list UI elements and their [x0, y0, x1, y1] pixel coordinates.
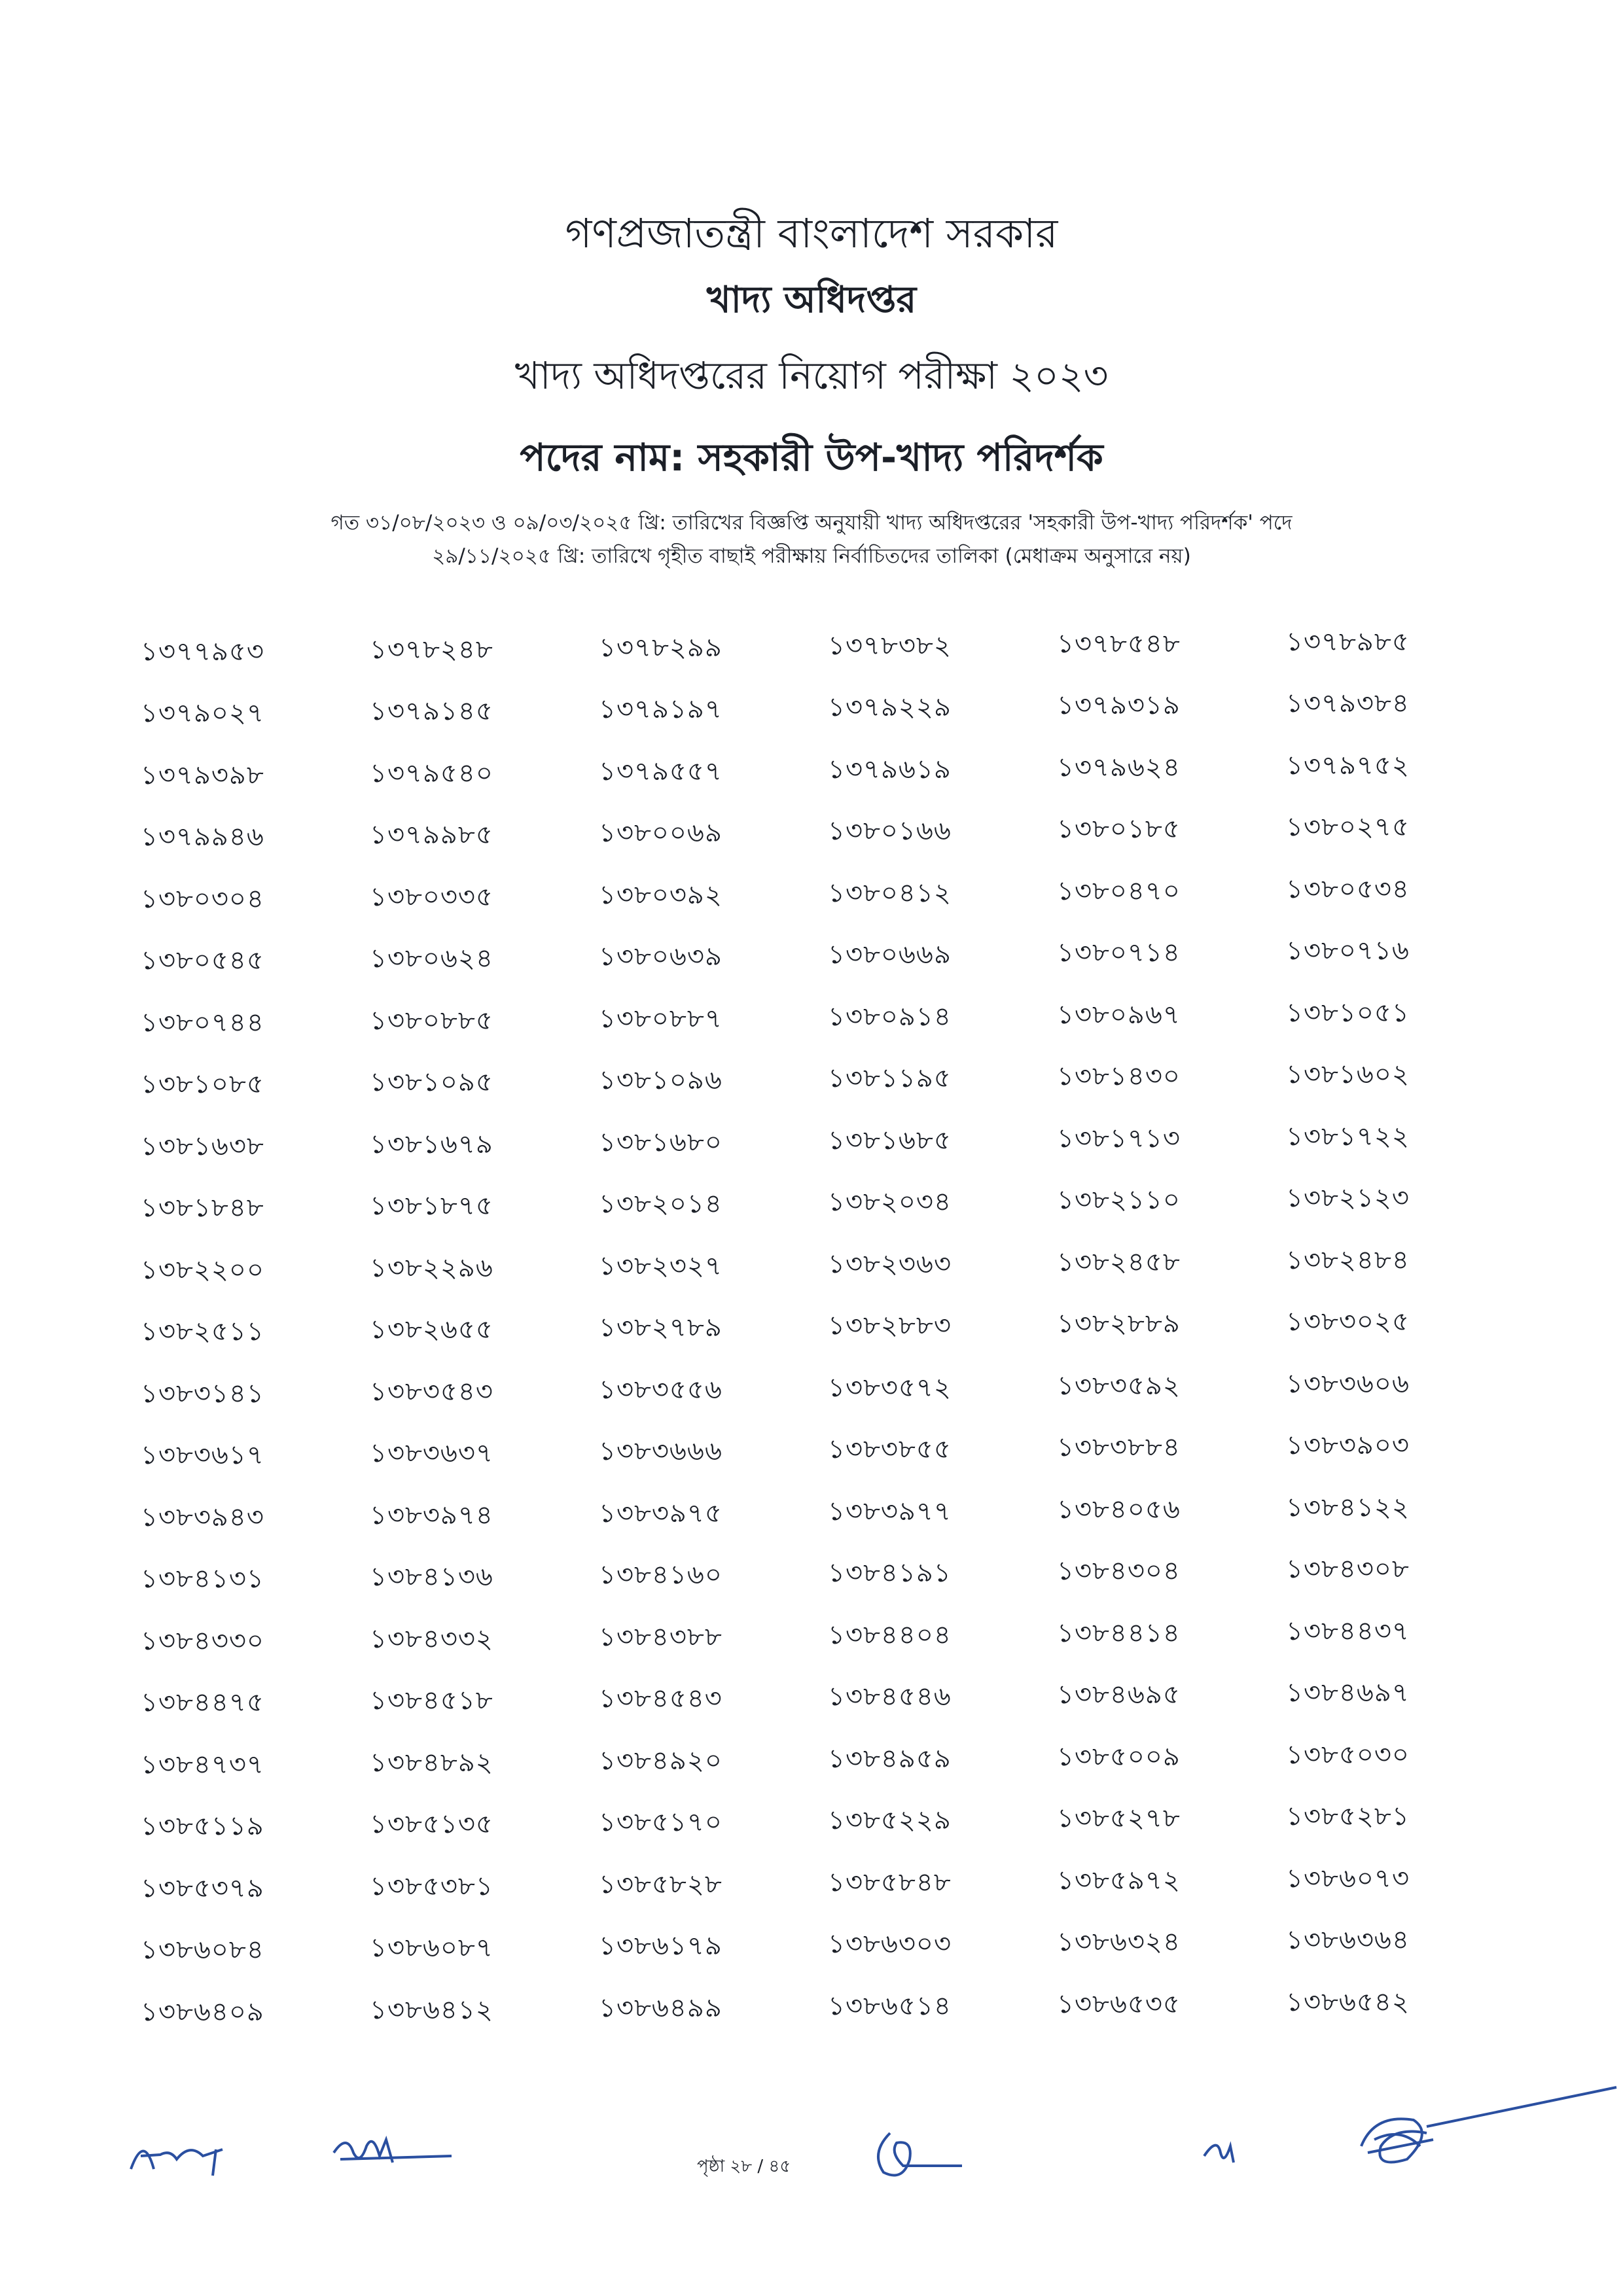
signature-1: [124, 2130, 255, 2182]
roll-number-cell: ১৩৭৯৫৫৭: [599, 756, 722, 786]
table-row: [141, 1426, 1515, 1488]
roll-number-cell: ১৩৮৪৫৪৩: [599, 1684, 722, 1714]
roll-number-cell: ১৩৭৯৭৫২: [1286, 750, 1410, 781]
roll-number-cell: ১৩৭৯০২৭: [141, 698, 264, 729]
roll-number-cell: ১৩৮৫০৩০: [1286, 1739, 1410, 1770]
roll-number-cell: ১৩৮৫৩৭৯: [141, 1873, 264, 1903]
roll-number-cell: ১৩৮৩৯৭৫: [599, 1498, 722, 1528]
roll-number-cell: ১৩৮১৮৪৮: [141, 1193, 264, 1224]
roll-number-cell: ১৩৭৯৯৮৫: [370, 820, 493, 851]
signature-2: [321, 2127, 471, 2179]
roll-number-cell: ১৩৮১৬৩৮: [141, 1131, 264, 1161]
table-row: [141, 1178, 1515, 1241]
roll-number-cell: ১৩৮৩৯৭৪: [370, 1500, 493, 1530]
roll-number-cell: ১৩৮৬৩০৩: [828, 1929, 952, 1960]
table-row: [141, 1982, 1515, 2044]
roll-number-cell: ১৩৮৬৪১২: [370, 1994, 493, 2025]
roll-number-cell: ১৩৮২৬৫৫: [370, 1315, 493, 1345]
roll-number-cell: ১৩৮০৩০৪: [141, 883, 264, 914]
roll-number-cell: ১৩৮৩৬৬৬: [599, 1436, 722, 1467]
signature-5: [1335, 2081, 1623, 2179]
roll-number-cell: ১৩৮৪০৫৬: [1057, 1494, 1181, 1525]
roll-number-cell: ১৩৮৫৯৭২: [1057, 1865, 1181, 1896]
roll-number-cell: ১৩৮৬৪০৯: [141, 1996, 264, 2027]
table-row: [141, 1920, 1515, 1983]
roll-number-cell: ১৩৮৩৯০৩: [1286, 1430, 1410, 1461]
table-row: [141, 807, 1515, 870]
roll-number-cell: ১৩৮৬৩২৪: [1057, 1927, 1181, 1958]
roll-number-cell: ১৩৮২১১০: [1057, 1185, 1181, 1216]
roll-number-cell: ১৩৮৩০২৫: [1286, 1307, 1410, 1337]
roll-number-cell: ১৩৮৫২২৯: [828, 1805, 952, 1836]
roll-number-cell: ১৩৮২৪৮৪: [1286, 1245, 1410, 1275]
roll-number-cell: ১৩৮৫০০৯: [1057, 1741, 1181, 1772]
roll-number-cell: ১৩৮০১৮৫: [1057, 814, 1181, 845]
signature-3: [864, 2120, 969, 2185]
roll-number-cell: ১৩৮৩৫৫৬: [599, 1374, 722, 1405]
roll-number-cell: ১৩৮৫১৭০: [599, 1807, 722, 1838]
roll-number-cell: ১৩৮৪৪৩৭: [1286, 1616, 1410, 1646]
table-row: [141, 1302, 1515, 1364]
table-row: [141, 1116, 1515, 1178]
roll-number-cell: ১৩৮৪৮৯২: [370, 1747, 493, 1778]
roll-number-cell: ১৩৮৬০৭৩: [1286, 1863, 1410, 1894]
roll-number-cell: ১৩৮০৭১৪: [1057, 938, 1181, 968]
roll-number-cell: ১৩৮১০৯৬: [599, 1065, 722, 1096]
roll-number-cell: ১৩৭৯৩১৯: [1057, 690, 1181, 721]
roll-number-cell: ১৩৮৫২৮১: [1286, 1801, 1410, 1832]
roll-number-cell: ১৩৮০৪৭০: [1057, 875, 1181, 906]
roll-number-cell: ১৩৮২৩৬৩: [828, 1248, 952, 1279]
roll-number-cell: ১৩৮৩৫৪৩: [370, 1376, 493, 1407]
exam-title: খাদ্য অধিদপ্তরের নিয়োগ পরীক্ষা ২০২৩: [514, 353, 1109, 398]
roll-number-cell: ১৩৮২০১৪: [599, 1189, 722, 1220]
roll-number-cell: ১৩৮৪৪৭৫: [141, 1687, 264, 1718]
roll-number-cell: ১৩৮৩৫৯২: [1057, 1370, 1181, 1401]
roll-number-cell: ১৩৮৬০৮৪: [141, 1935, 264, 1966]
roll-number-cell: ১৩৮১৮৭৫: [370, 1191, 493, 1222]
roll-number-cell: ১৩৮০৭৪৪: [141, 1007, 264, 1038]
roll-number-cell: ১৩৮৪৯৫৯: [828, 1743, 952, 1774]
roll-number-cell: ১৩৮৬৪৯৯: [599, 1992, 722, 2023]
roll-number-cell: ১৩৮১৬০২: [1286, 1059, 1410, 1090]
roll-number-cell: ১৩৮৩৬৩৭: [370, 1438, 493, 1469]
post-name: পদের নাম: সহকারী উপ-খাদ্য পরিদর্শক: [520, 435, 1103, 480]
table-row: [141, 1240, 1515, 1302]
roll-number-cell: ১৩৭৯১৯৭: [599, 694, 722, 725]
roll-number-cell: ১৩৮৪১৩৬: [370, 1562, 493, 1593]
roll-number-cell: ১৩৮২২৯৬: [370, 1252, 493, 1283]
roll-number-cell: ১৩৭৯৬২৪: [1057, 752, 1181, 783]
table-row: [141, 1735, 1515, 1797]
roll-number-cell: ১৩৮০৪১২: [828, 877, 952, 908]
roll-number-cell: ১৩৮৪৫১৮: [370, 1686, 493, 1716]
roll-number-cell: ১৩৮১৬৭৯: [370, 1129, 493, 1159]
roll-number-cell: ১৩৮৩১৪১: [141, 1378, 264, 1409]
roll-number-cell: ১৩৮০৮৮৫: [370, 1005, 493, 1036]
roll-number-cell: ১৩৭৮২৯৯: [599, 632, 722, 663]
roll-number-cell: ১৩৮০৮৮৭: [599, 1003, 722, 1034]
roll-number-cell: ১৩৮০৯৬৭: [1057, 999, 1181, 1030]
roll-number-cell: ১৩৮২১২৩: [1286, 1183, 1410, 1214]
roll-number-cell: ১৩৮০৩৯২: [599, 879, 722, 910]
roll-number-cell: ১৩৮৬৫১৪: [828, 1990, 952, 2021]
table-row: [141, 1055, 1515, 1117]
roll-number-cell: ১৩৮৪৩০৪: [1057, 1556, 1181, 1587]
roll-number-cell: ১৩৮১৭১৩: [1057, 1123, 1181, 1154]
roll-number-cell: ১৩৮৪১৬০: [599, 1560, 722, 1591]
roll-number-cell: ১৩৮২৭৮৯: [599, 1313, 722, 1343]
roll-number-table: [141, 622, 1515, 2044]
roll-number-cell: ১৩৮৫৮৪৮: [828, 1867, 952, 1898]
roll-number-cell: ১৩৮০১৬৬: [828, 816, 952, 847]
roll-number-cell: ১৩৮০২৭৫: [1286, 812, 1410, 843]
roll-number-cell: ১৩৮৩৬১৭: [141, 1440, 264, 1471]
roll-number-cell: ১৩৮২৩২৭: [599, 1250, 722, 1281]
roll-number-cell: ১৩৭৮৩৮২: [828, 630, 952, 661]
roll-number-cell: ১৩৮৪৩৮৮: [599, 1621, 722, 1652]
roll-number-cell: ১৩৮৩৫৭২: [828, 1372, 952, 1403]
roll-number-cell: ১৩৮৫১১৯: [141, 1811, 264, 1842]
signature-4: [1198, 2130, 1250, 2176]
roll-number-cell: ১৩৭৮২৪৮: [370, 634, 493, 665]
table-row: [141, 622, 1515, 684]
roll-number-cell: ১৩৭৯৫৪০: [370, 758, 493, 788]
table-row: [141, 1611, 1515, 1673]
roll-number-cell: ১৩৮০৫৪৫: [141, 945, 264, 976]
roll-number-cell: ১৩৮৩৮৮৪: [1057, 1432, 1181, 1463]
roll-number-cell: ১৩৮২২০০: [141, 1254, 264, 1285]
roll-number-cell: ১৩৮০৬৩৯: [599, 942, 722, 972]
roll-number-cell: ১৩৮৬৫৪২: [1286, 1987, 1410, 2017]
roll-number-cell: ১৩৮৪১৯১: [828, 1558, 952, 1589]
roll-number-cell: ১৩৮৪৫৪৬: [828, 1682, 952, 1712]
government-title: গণপ্রজাতন্ত্রী বাংলাদেশ সরকার: [565, 209, 1058, 257]
roll-number-cell: ১৩৭৮৫৪৮: [1057, 628, 1181, 659]
roll-number-cell: ১৩৮৬১৭৯: [599, 1931, 722, 1962]
roll-number-cell: ১৩৮৫২৭৮: [1057, 1803, 1181, 1834]
roll-number-cell: ১৩৭৯৩৮৪: [1286, 688, 1410, 719]
table-row: [141, 1858, 1515, 1920]
roll-number-cell: ১৩৭৯২২৯: [828, 692, 952, 723]
roll-number-cell: ১৩৮০৬৬৯: [828, 940, 952, 970]
roll-number-cell: ১৩৮১৬৮৫: [828, 1125, 952, 1156]
roll-number-cell: ১৩৭৭৯৫৩: [141, 636, 264, 667]
table-row: [141, 993, 1515, 1055]
table-row: [141, 1797, 1515, 1859]
roll-number-cell: ১৩৮৪১৩১: [141, 1564, 264, 1595]
roll-number-cell: ১৩৮১০৯৫: [370, 1067, 493, 1098]
table-row: [141, 869, 1515, 931]
roll-number-cell: ১৩৮১০৫১: [1286, 997, 1410, 1028]
roll-number-cell: ১৩৮১৭২২: [1286, 1121, 1410, 1152]
roll-number-cell: ১৩৮৪৪০৪: [828, 1619, 952, 1650]
roll-number-cell: ১৩৮০৩৩৫: [370, 881, 493, 912]
roll-number-cell: ১৩৮৪৩৩০: [141, 1625, 264, 1656]
roll-number-cell: ১৩৮৪৩৩২: [370, 1623, 493, 1654]
roll-number-cell: ১৩৮১০৮৫: [141, 1069, 264, 1100]
roll-number-cell: ১৩৭৯৯৪৬: [141, 822, 264, 853]
roll-number-cell: ১৩৮৬০৮৭: [370, 1933, 493, 1964]
roll-number-cell: ১৩৮৫১৩৫: [370, 1809, 493, 1840]
table-row: [141, 745, 1515, 807]
roll-number-cell: ১৩৮৫৮২৮: [599, 1869, 722, 1899]
roll-number-cell: ১৩৮২০৩৪: [828, 1187, 952, 1218]
roll-number-cell: ১৩৮১১৯৫: [828, 1063, 952, 1094]
roll-number-cell: ১৩৮৫৩৮১: [370, 1871, 493, 1901]
roll-number-cell: ১৩৮০৯১৪: [828, 1001, 952, 1032]
page-number: পৃষ্ঠা ২৮ / ৪৫: [697, 2157, 791, 2176]
roll-number-cell: ১৩৭৯৬১৯: [828, 754, 952, 785]
notice-line-1: গত ৩১/০৮/২০২৩ ও ০৯/০৩/২০২৫ খ্রি: তারিখের বিজ্ঞপ্তি অনুযায়ী খাদ্য অধিদপ্তরের 'সহকারী উপ-খাদ্য পরিদর্শক' পদে: [330, 511, 1293, 535]
roll-number-cell: ১৩৮৬৫৩৫: [1057, 1988, 1181, 2019]
roll-number-cell: ১৩৮২৫১১: [141, 1316, 264, 1347]
table-row: [141, 1364, 1515, 1426]
roll-number-cell: ১৩৮৪৯২০: [599, 1745, 722, 1776]
roll-number-cell: ১৩৮৩৯৭৭: [828, 1496, 952, 1527]
roll-number-cell: ১৩৮৬৩৬৪: [1286, 1925, 1410, 1956]
roll-number-cell: ১৩৮৪৭৩৭: [141, 1749, 264, 1780]
roll-number-cell: ১৩৮০৬২৪: [370, 944, 493, 974]
roll-number-cell: ১৩৮০৫৩৪: [1286, 874, 1410, 904]
roll-number-cell: ১৩৮১৬৮০: [599, 1127, 722, 1157]
table-row: [141, 1487, 1515, 1549]
roll-number-cell: ১৩৮৪৩০৮: [1286, 1554, 1410, 1585]
roll-number-cell: ১৩৮২৮৮৩: [828, 1311, 952, 1341]
roll-number-cell: ১৩৮২৪৫৮: [1057, 1246, 1181, 1277]
roll-number-cell: ১৩৮২৮৮৯: [1057, 1309, 1181, 1339]
roll-number-cell: ১৩৮৪৪১৪: [1057, 1617, 1181, 1648]
roll-number-cell: ১৩৭৯১৪৫: [370, 696, 493, 727]
roll-number-cell: ১৩৮৩৯৪৩: [141, 1502, 264, 1532]
roll-number-cell: ১৩৮১৪৩০: [1057, 1061, 1181, 1092]
notice-line-2: ২৯/১১/২০২৫ খ্রি: তারিখে গৃহীত বাছাই পরীক্ষায় নির্বাচিতদের তালিকা (মেধাক্রম অনুসারে নয়): [432, 544, 1191, 568]
roll-number-cell: ১৩৮৩৮৫৫: [828, 1434, 952, 1465]
roll-number-cell: ১৩৭৯৩৯৮: [141, 760, 264, 790]
roll-number-cell: ১৩৮৪৬৯৫: [1057, 1680, 1181, 1710]
table-row: [141, 684, 1515, 746]
table-row: [141, 1673, 1515, 1735]
department-title: খাদ্য অধিদপ্তর: [706, 279, 917, 321]
roll-number-cell: ১৩৭৮৯৮৫: [1286, 626, 1410, 657]
roll-number-cell: ১৩৮৪১২২: [1286, 1492, 1410, 1523]
roll-number-cell: ১৩৮৩৬০৬: [1286, 1368, 1410, 1399]
roll-number-cell: ১৩৮০০৬৯: [599, 818, 722, 849]
table-row: [141, 931, 1515, 993]
roll-number-cell: ১৩৮৪৬৯৭: [1286, 1678, 1410, 1708]
roll-number-cell: ১৩৮০৭১৬: [1286, 936, 1410, 966]
table-row: [141, 1549, 1515, 1612]
